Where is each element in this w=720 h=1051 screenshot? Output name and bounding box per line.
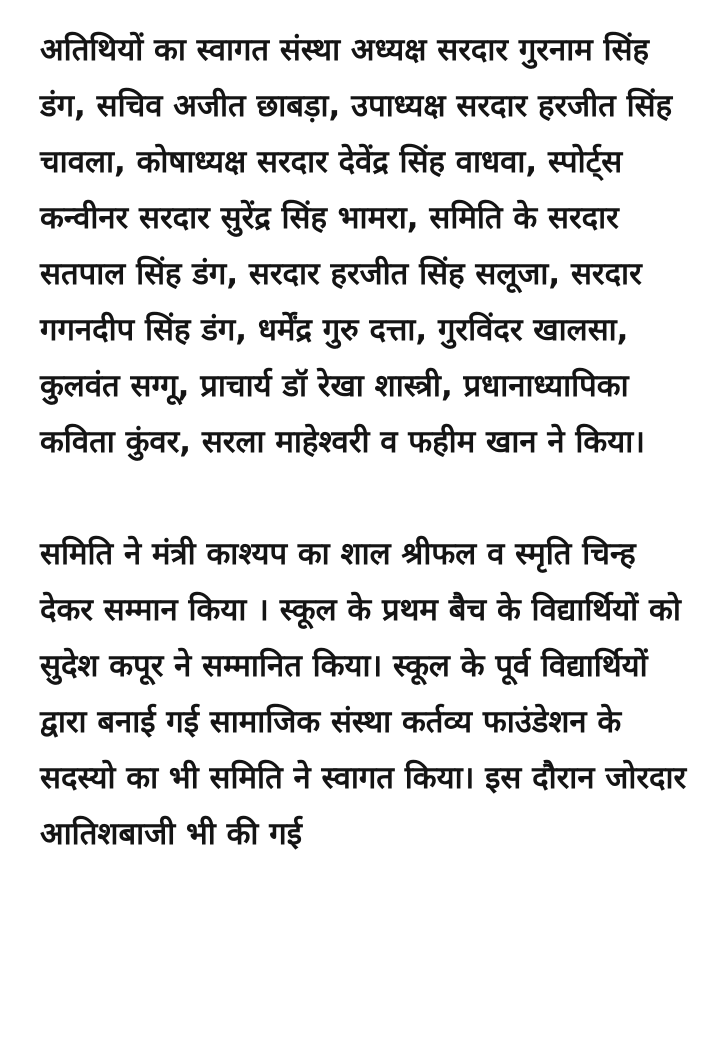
article-body: [40, 22, 690, 862]
article-paragraph-2: समिति ने मंत्री काश्यप का शाल श्रीफल व स्मृति चिन्ह देकर सम्मान किया । स्कूल के प्रथम बैच के विद्यार्थियों को सुदेश कपूर ने सम्मानित किया। स्कूल के पूर्व विद्यार्थियों द्वारा बनाई गई सामाजिक संस्था कर्तव्य फाउंडेशन के सदस्यो का भी समिति ने स्वागत किया। इस दौरान जोरदार आतिशबाजी भी की गई: [40, 536, 687, 852]
article-paragraph-1: अतिथियों का स्वागत संस्था अध्यक्ष सरदार गुरनाम सिंह डंग, सचिव अजीत छाबड़ा, उपाध्यक्ष सरदार हरजीत सिंह चावला, कोषाध्यक्ष सरदार देवेंद्र सिंह वाधवा, स्पोर्ट्स कन्वीनर सरदार सुरेंद्र सिंह भामरा, समिति के सरदार सतपाल सिंह डंग, सरदार हरजीत सिंह सलूजा, सरदार गगनदीप सिंह डंग, धर्मेंद्र गुरु दत्ता, गुरविंदर खालसा, कुलवंत सग्गू, प्राचार्य डॉ रेखा शास्त्री, प्रधानाध्यापिका कविता कुंवर, सरला माहेश्वरी व फहीम खान ने किया।: [40, 32, 673, 460]
